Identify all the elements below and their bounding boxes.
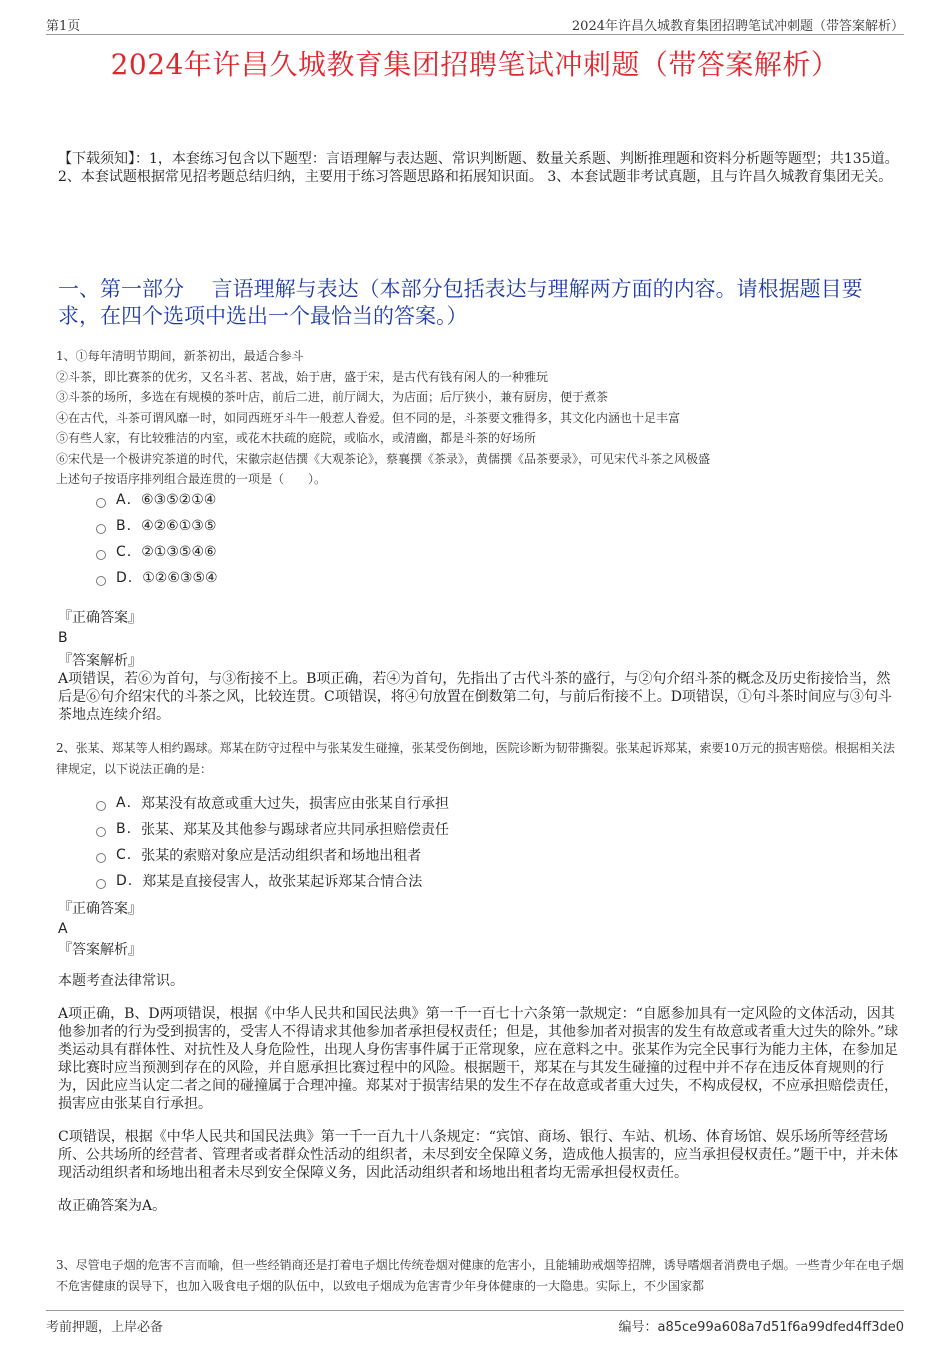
option-dot: . [126,544,132,560]
option-letter: C [116,847,126,863]
question-1-answer-block [58,609,900,724]
option-d[interactable] [96,565,218,591]
option-text: 张某、郑某及其他参与踢球者应共同承担赔偿责任 [141,822,450,838]
option-dot: . [127,570,133,586]
option-letter: A [116,795,126,811]
option-letter: D [116,570,127,586]
download-notice: 【下载须知】：1，本套练习包含以下题型：言语理解与表达题、常识判断题、数量关系题、判断推理题和资料分析题等题型；共135道。 2、本套试题根据常见招考题总结归纳，主要用于练习答题思路和拓展知识面。 3、本套试题非考试真题，且与许昌久城教育集团无关。 [58,151,899,185]
question-3-stem: 3、尽管电子烟的危害不言而喻，但一些经销商还是打着电子烟比传统卷烟对健康的危害小，且能辅助戒烟等招牌，诱导嗜烟者消费电子烟。一些青少年在电子烟不危害健康的误导下，也加入吸食电子烟的队伍中，以致电子烟成为危害青少年身体健康的一大隐患。实际上，不少国家都 [56,1258,904,1293]
stem-line: 1、①每年清明节期间，新茶初出，最适合参斗 [56,349,304,363]
option-c[interactable] [96,842,449,868]
option-letter: D [116,873,127,889]
question-1-options [96,487,218,591]
analysis-label: 『答案解析』 [58,942,142,958]
option-text: ④②⑥①③⑤ [141,518,217,534]
analysis-paragraph: 故正确答案为A。 [58,1198,167,1214]
stem-line: ③斗茶的场所，多选在有规模的茶叶店，前后二进，前厅阔大，为店面；后厅狭小，兼有厨房，便于煮茶 [56,390,609,404]
option-letter: B [116,518,126,534]
section-heading: 一、第一部分 言语理解与表达（本部分包括表达与理解两方面的内容。请根据题目要求，在四个选项中选出一个最恰当的答案。） [58,277,863,328]
radio-button[interactable] [96,498,106,508]
option-letter: A [116,492,126,508]
code-label: 编号： [618,1320,658,1335]
correct-answer-label: 『正确答案』 [58,901,142,917]
option-text: ②①③⑤④⑥ [141,544,217,560]
stem-line: ⑤有些人家，有比较雅洁的内室，或花木扶疏的庭院，或临水，或清幽，都是斗茶的好场所 [56,431,537,445]
page-footer [46,1310,904,1337]
radio-button[interactable] [96,853,106,863]
option-text: 张某的索赔对象应是活动组织者和场地出租者 [141,848,422,864]
correct-answer: A [58,921,68,937]
question-2-stem: 2、张某、郑某等人相约踢球。郑某在防守过程中与张某发生碰撞，张某受伤倒地，医院诊断为韧带撕裂。张某起诉郑某，索要10万元的损害赔偿。根据相关法律规定，以下说法正确的是： [56,741,895,776]
page-title: 2024年许昌久城教育集团招聘笔试冲刺题（带答案解析） [110,48,840,81]
analysis-label: 『答案解析』 [58,653,142,669]
stem-line: ②斗茶，即比赛茶的优劣，又名斗茗、茗战，始于唐，盛于宋，是古代有钱有闲人的一种雅玩 [56,369,549,384]
stem-line: ⑥宋代是一个极讲究茶道的时代，宋徽宗赵佶撰《大观茶论》，蔡襄撰《茶录》，黄儒撰《品茶要录》，可见宋代斗茶之风极盛 [56,451,711,466]
option-a[interactable] [96,487,218,513]
option-text: ①②⑥③⑤④ [142,570,218,586]
analysis-text: A项错误，若⑥为首句，与③衔接不上。B项正确，若④为首句，先指出了古代斗茶的盛行，与②句介绍斗茶的概念及历史衔接恰当，然后是⑥句介绍宋代的斗茶之风，比较连贯。C项错误，将④句放置在倒数第二句，与前后衔接不上。D项错误，①句斗茶时间应与③句斗茶地点连续介绍。 [58,671,892,723]
option-dot: . [126,821,132,837]
option-b[interactable] [96,816,449,842]
radio-button[interactable] [96,550,106,560]
page-number: 第1页 [46,19,81,34]
footer-slogan: 考前押题，上岸必备 [46,1320,164,1335]
radio-button[interactable] [96,879,106,889]
analysis-paragraph: 本题考查法律常识。 [58,973,184,989]
analysis-paragraph: C项错误，根据《中华人民共和国民法典》第一千一百九十八条规定：“宾馆、商场、银行、车站、机场、体育场馆、娱乐场所等经营场所、公共场所的经营者、管理者或者群众性活动的组织者，未尽到安全保障义务，造成他人损害的，应当承担侵权责任。”题干中，并未体现活动组织者和场地出租者未尽到安全保障义务，因此活动组织者和场地出租者均无需承担侵权责任。 [58,1129,899,1181]
question-1-stem [56,346,906,490]
option-dot: . [126,795,132,811]
analysis-paragraph: A项正确，B、D两项错误，根据《中华人民共和国民法典》第一千一百七十六条第一款规定：“自愿参加具有一定风险的文体活动，因其他参加者的行为受到损害的，受害人不得请求其他参加者承担侵权责任；但是，其他参加者对损害的发生有故意或者重大过失的除外。”球类运动具有群体性、对抗性及人身危险性，出现人身伤害事件属于正常现象，应在意料之中。张某作为完全民事行为能力主体，在参加足球比赛时应当预测到存在的风险，并自愿承担比赛过程中的风险。根据题干，郑某在与其发生碰撞的过程中并不存在违反体育规则的行为，因此应当认定二者之间的碰撞属于合理冲撞。郑某对于损害结果的发生不存在故意或者重大过失，不构成侵权，不应承担赔偿责任，损害应由张某自行承担。 [58,1006,899,1112]
correct-answer: B [58,630,68,646]
option-a[interactable] [96,790,449,816]
option-letter: B [116,821,126,837]
option-c[interactable] [96,539,218,565]
option-dot: . [126,847,132,863]
option-dot: . [126,492,132,508]
code-value: a85ce99a608a7d51f6a99dfed4ff3de0 [657,1320,904,1335]
option-dot: . [126,518,132,534]
option-text: 郑某没有故意或重大过失，损害应由张某自行承担 [141,796,450,812]
option-dot: . [127,873,133,889]
radio-button[interactable] [96,801,106,811]
option-text: 郑某是直接侵害人，故张某起诉郑某合情合法 [142,874,423,890]
question-2-answer-block [58,900,900,1215]
stem-line: ④在古代，斗茶可谓风靡一时，如同西班牙斗牛一般惹人眷爱。但不同的是，斗茶要文雅得多，其文化内涵也十足丰富 [56,410,681,425]
option-b[interactable] [96,513,218,539]
radio-button[interactable] [96,576,106,586]
header-doc-title: 2024年许昌久城教育集团招聘笔试冲刺题（带答案解析） [571,19,904,34]
footer-code [619,1316,904,1335]
question-2-options [96,790,449,894]
page-header [46,14,904,35]
correct-answer-label: 『正确答案』 [58,610,142,626]
radio-button[interactable] [96,524,106,534]
radio-button[interactable] [96,827,106,837]
option-text: ⑥③⑤②①④ [141,492,217,508]
option-d[interactable] [96,868,449,894]
stem-line: 上述句子按语序排列组合最连贯的一项是（ ）。 [56,472,327,486]
option-letter: C [116,544,126,560]
